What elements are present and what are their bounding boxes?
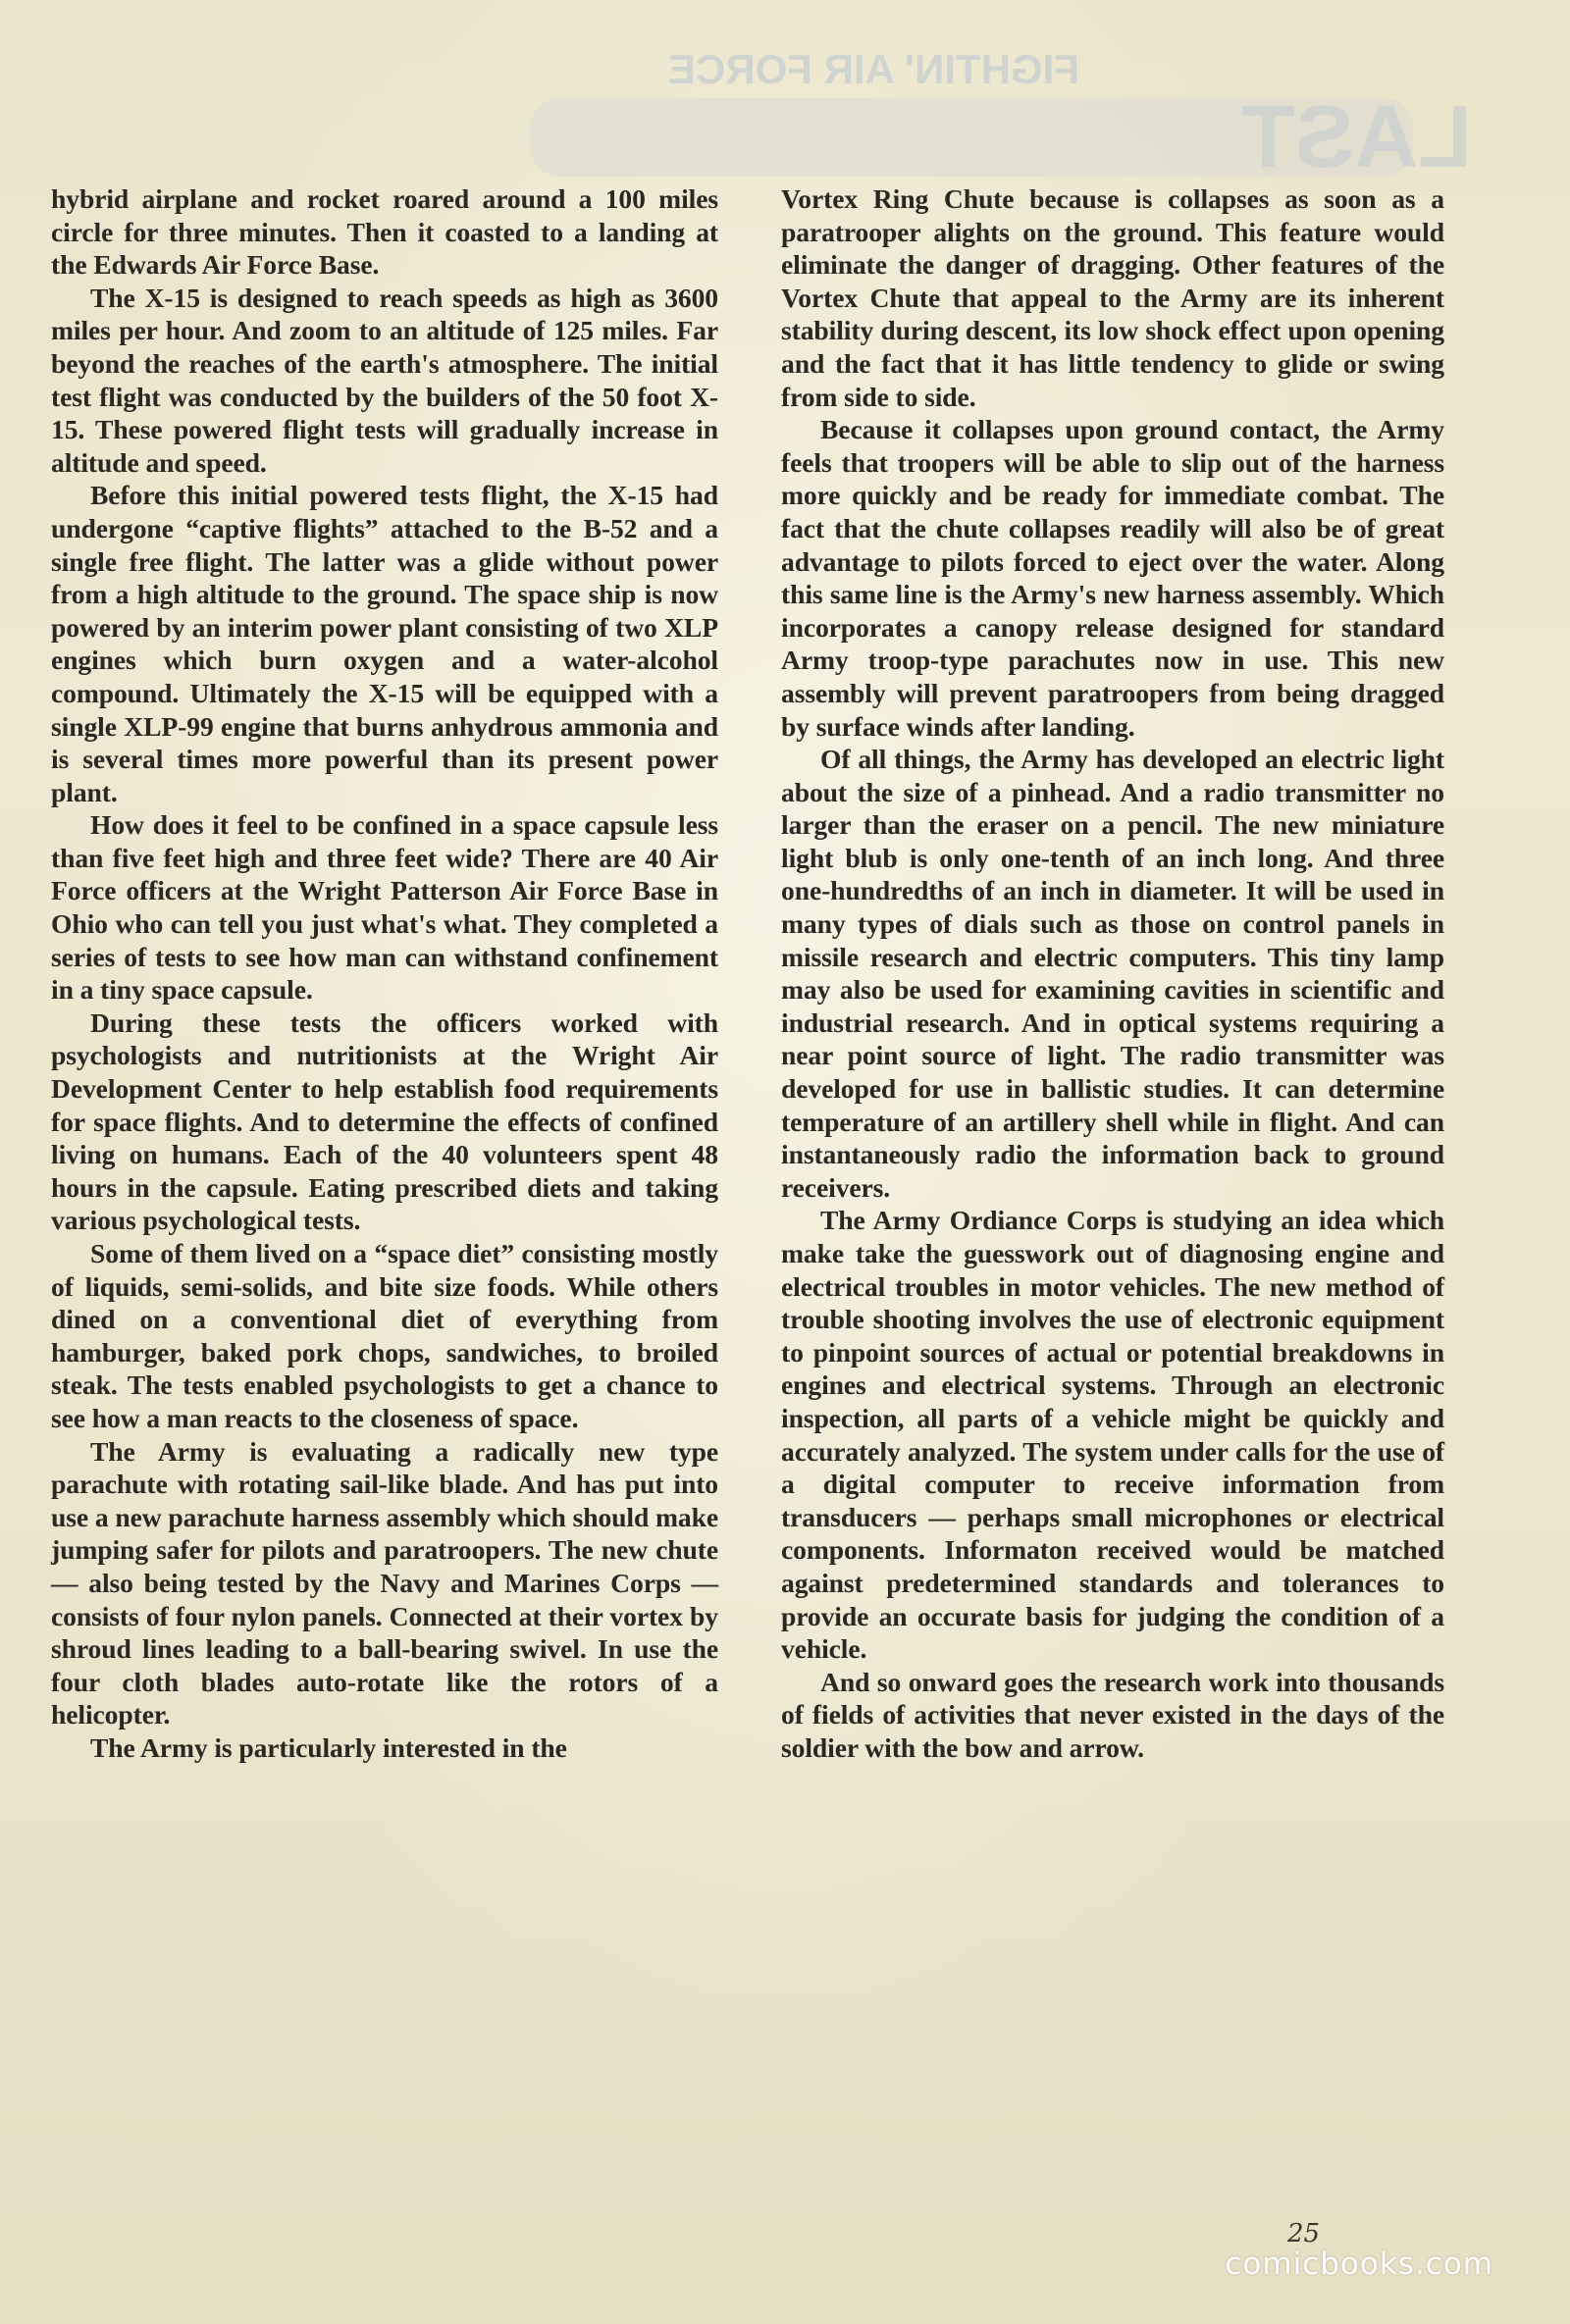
paragraph: The X-15 is designed to reach speeds as high as 3600 miles per hour. And zoom to an altitude of 125 miles. Far beyond the reaches of the earth's atmosphere. The initial test flight was conducted by the builders of the 50 foot X-15. These powered flight tests will gradually increase in altitude and speed.	[51, 282, 718, 478]
bleed-through-line-1: FIGHTIN' AIR FORCE	[667, 46, 1079, 92]
site-watermark: comicbooks.com	[1225, 2247, 1493, 2282]
bleed-through-banner	[530, 98, 1413, 177]
paragraph: The Army is particularly interested in the	[90, 1731, 567, 1763]
paragraph: How does it feel to be confined in a space capsule less than five feet high and three feet wide? There are 40 Air Force officers at the Wright Patterson Air Force Base in Ohio who can tell you just what's what. They completed a series of tests to see how man can withstand confinement in a tiny space capsule.	[51, 809, 718, 1006]
paragraph: Because it collapses upon ground contact, the Army feels that troopers will be able to slip out of the harness more quickly and be ready for immediate combat. The fact that the chute collapses readily will also be of great advantage to pilots forced to eject over the water. Along this same line is the Army's new harness assembly. Which incorporates a canopy release designed for standard Army troop-type parachutes now in use. This new assembly will prevent paratroopers from being dragged by surface winds after landing.	[781, 414, 1444, 742]
paragraph: Before this initial powered tests flight, the X-15 had undergone “captive flights” attached to the B-52 and a single free flight. The latter was a glide without power from a high altitude to the ground. The space ship is now powered by an interim power plant consisting of two XLP engines which burn oxygen and a water-alcohol compound. Ultimately the X-15 will be equipped with a single XLP-99 engine that burns anhydrous ammonia and is several times more powerful than its present power plant.	[51, 480, 718, 807]
paragraph: hybrid airplane and rocket roared around a 100 miles circle for three minutes. Then it coasted to a landing at the Edwards Air Force Base.	[51, 183, 718, 281]
reverse-side-bleed-through	[412, 29, 1511, 186]
paragraph: The Army Ordiance Corps is studying an idea which make take the guesswork out of diagnosing engine and electrical troubles in motor vehicles. The new method of trouble shooting involves the use of electronic equipment to pinpoint sources of actual or potential breakdowns in engines and electrical systems. Through an electronic inspection, all parts of a vehicle might be quickly and accurately analyzed. The system under calls for the use of a digital computer to receive information from transducers — perhaps small microphones or electrical components. Informaton received would be matched against predetermined standards and tolerances to provide an occurate basis for judging the condition of a vehicle.	[781, 1205, 1444, 1665]
paragraph: Of all things, the Army has developed an electric light about the size of a pinhead. And a radio transmitter no larger than the eraser on a pencil. The new miniature light blub is only one-tenth of an inch long. And three one-hundredths of an inch in diameter. It will be used in many types of dials such as those on control panels in missile research and electric computers. This tiny lamp may also be used for examining cavities in scientific and industrial research. And in optical systems requiring a near point source of light. The radio transmitter was developed for use in ballistic studies. It can determine temperature of an artillery shell while in flight. And can instantaneously radio the information back to ground receivers.	[781, 744, 1444, 1203]
page-number: 25	[1287, 2219, 1321, 2248]
left-column	[51, 182, 718, 1765]
paragraph: During these tests the officers worked with psychologists and nutritionists at the Wright Air Development Center to help establish food requirements for space flights. And to determine the effects of confined living on humans. Each of the 40 volunteers spent 48 hours in the capsule. Eating prescribed diets and taking various psychological tests.	[51, 1007, 718, 1236]
paragraph: And so onward goes the research work into thousands of fields of activities that never existed in the days of the soldier with the bow and arrow.	[781, 1666, 1444, 1763]
right-column	[781, 182, 1444, 1765]
paragraph: Vortex Ring Chute because is collapses as soon as a paratrooper alights on the ground. This feature would eliminate the danger of dragging. Other features of the Vortex Chute that appeal to the Army are its inherent stability during descent, its low shock effect upon opening and the fact that it has little tendency to glide or swing from side to side.	[781, 183, 1444, 412]
bleed-through-line-2: LAST	[1241, 88, 1472, 186]
paragraph: Some of them lived on a “space diet” consisting mostly of liquids, semi-solids, and bite size foods. While others dined on a conventional diet of everything from hamburger, baked pork chops, sandwiches, to broiled steak. The tests enabled psychologists to get a chance to see how a man reacts to the closeness of space.	[51, 1238, 718, 1433]
paragraph: The Army is evaluating a radically new type parachute with rotating sail-like blade. And has put into use a new parachute harness assembly which should make jumping safer for pilots and paratroopers. The new chute — also being tested by the Navy and Marines Corps — consists of four nylon panels. Connected at their vortex by shroud lines leading to a ball-bearing swivel. In use the four cloth blades auto-rotate like the rotors of a helicopter.	[51, 1435, 718, 1730]
